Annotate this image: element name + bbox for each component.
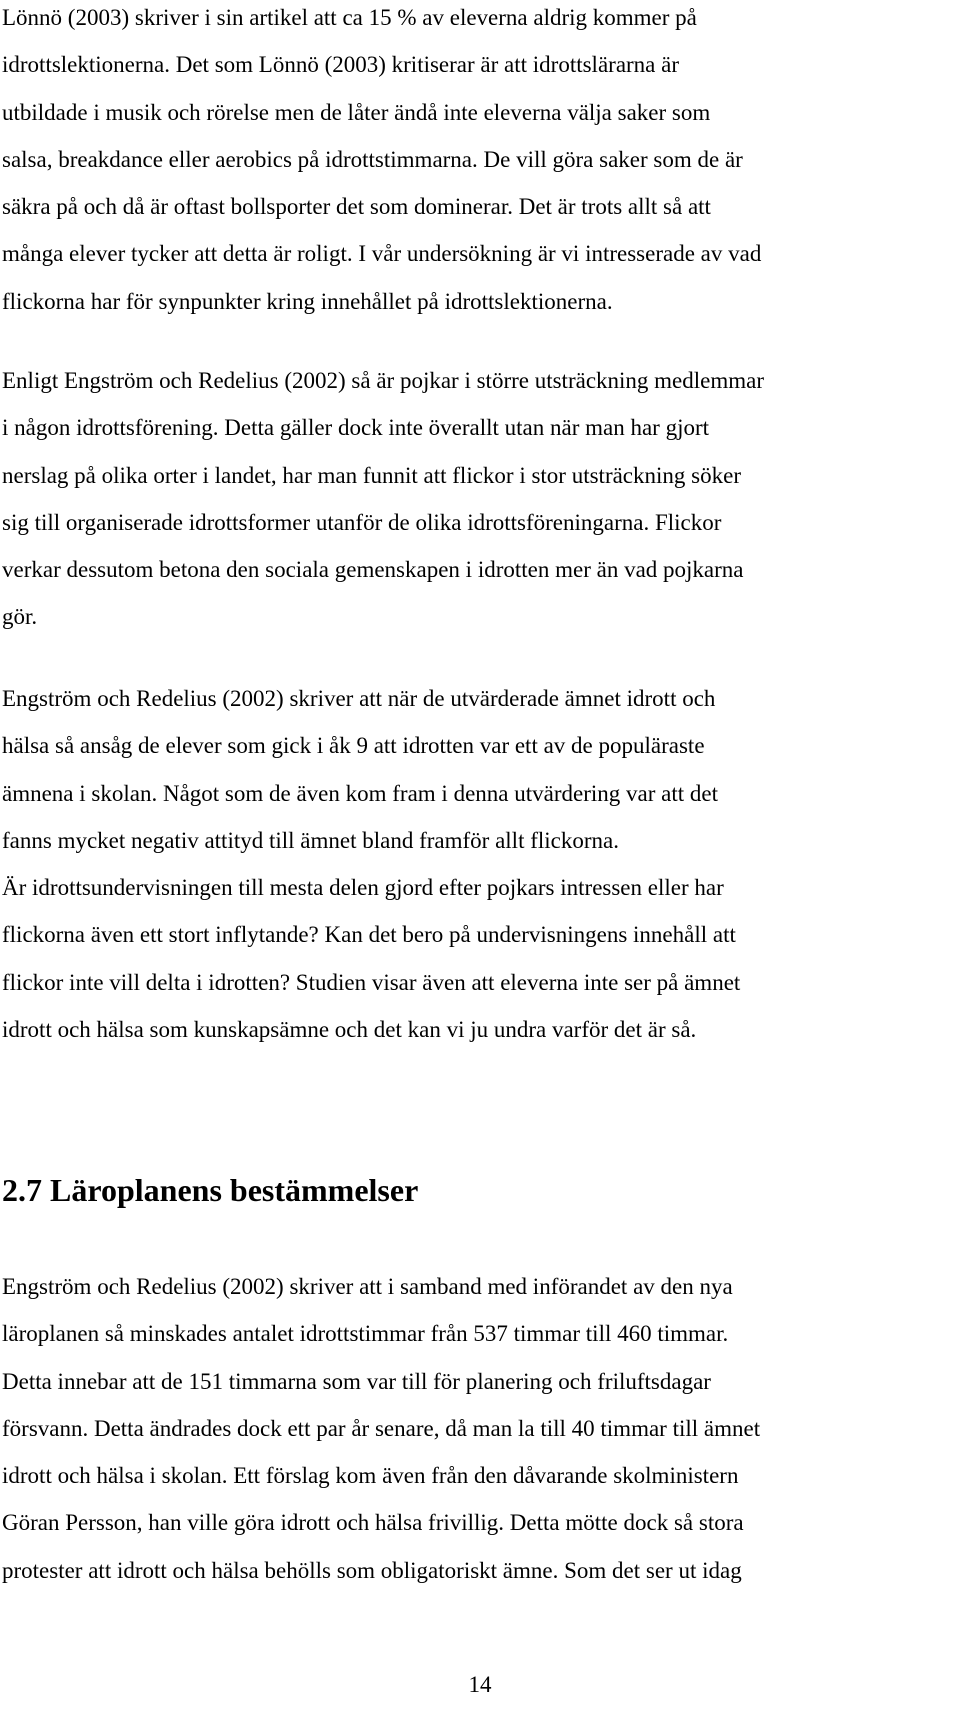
paragraph-2 [2,357,960,641]
paragraph-line: fanns mycket negativ attityd till ämnet bland framför allt flickorna. [2,827,619,853]
paragraph-line: Detta innebar att de 151 timmarna som var till för planering och friluftsdagar [2,1368,711,1394]
paragraph-line: gör. [2,604,38,630]
paragraph-line: hälsa så ansåg de elever som gick i åk 9 att idrotten var ett av de populäraste [2,733,705,759]
paragraph-line: försvann. Detta ändrades dock ett par år senare, då man la till 40 timmar till ämnet [2,1415,761,1441]
paragraph-line: salsa, breakdance eller aerobics på idrottstimmarna. De vill göra saker som de är [2,146,743,172]
paragraph-line: verkar dessutom betona den sociala gemenskapen i idrotten mer än vad pojkarna [2,557,744,583]
paragraph-line: Lönnö (2003) skriver i sin artikel att ca 15 % av eleverna aldrig kommer på [2,5,697,30]
paragraph-line: nerslag på olika orter i landet, har man funnit att flickor i stor utsträckning söker [2,462,741,488]
paragraph-line: Engström och Redelius (2002) skriver att när de utvärderade ämnet idrott och [2,686,716,711]
paragraph-1 [2,0,960,325]
paragraph-line: idrott och hälsa i skolan. Ett förslag kom även från den dåvarande skolministern [2,1463,739,1489]
paragraph-line: många elever tycker att detta är roligt. I vår undersökning är vi intresserade av vad [2,241,762,267]
paragraph-line: utbildade i musik och rörelse men de låter ändå inte eleverna välja saker som [2,99,711,125]
paragraph-line: flickorna även ett stort inflytande? Kan det bero på undervisningens innehåll att [2,922,736,948]
paragraph-4 [2,1263,960,1594]
paragraph-line: idrottslektionerna. Det som Lönnö (2003) kritiserar är att idrottslärarna är [2,52,680,78]
paragraph-line: Engström och Redelius (2002) skriver att i samband med införandet av den nya [2,1274,733,1299]
paragraph-line: idrott och hälsa som kunskapsämne och det kan vi ju undra varför det är så. [2,1017,697,1043]
paragraph-3 [2,675,960,1053]
page-number: 14 [468,1672,492,1697]
paragraph-line: Enligt Engström och Redelius (2002) så är pojkar i större utsträckning medlemmar [2,368,765,393]
paragraph-line: flickorna har för synpunkter kring innehållet på idrottslektionerna. [2,288,613,314]
paragraph-line: i någon idrottsförening. Detta gäller dock inte överallt utan när man har gjort [2,415,710,441]
paragraph-line: flickor inte vill delta i idrotten? Studien visar även att eleverna inte ser på ämnet [2,969,741,995]
paragraph-line: läroplanen så minskades antalet idrottstimmar från 537 timmar till 460 timmar. [2,1321,729,1347]
paragraph-line: protester att idrott och hälsa behölls som obligatoriskt ämne. Som det ser ut idag [2,1557,742,1583]
paragraph-line: säkra på och då är oftast bollsporter det som dominerar. Det är trots allt så att [2,194,711,220]
paragraph-line: ämnena i skolan. Något som de även kom fram i denna utvärdering var att det [2,780,718,806]
section-heading: 2.7 Läroplanens bestämmelser [2,1172,419,1208]
paragraph-line: Göran Persson, han ville göra idrott och hälsa frivillig. Detta mötte dock så stora [2,1510,744,1536]
paragraph-line: Är idrottsundervisningen till mesta delen gjord efter pojkars intressen eller har [2,875,724,901]
paragraph-line: sig till organiserade idrottsformer utanför de olika idrottsföreningarna. Flickor [2,509,722,535]
